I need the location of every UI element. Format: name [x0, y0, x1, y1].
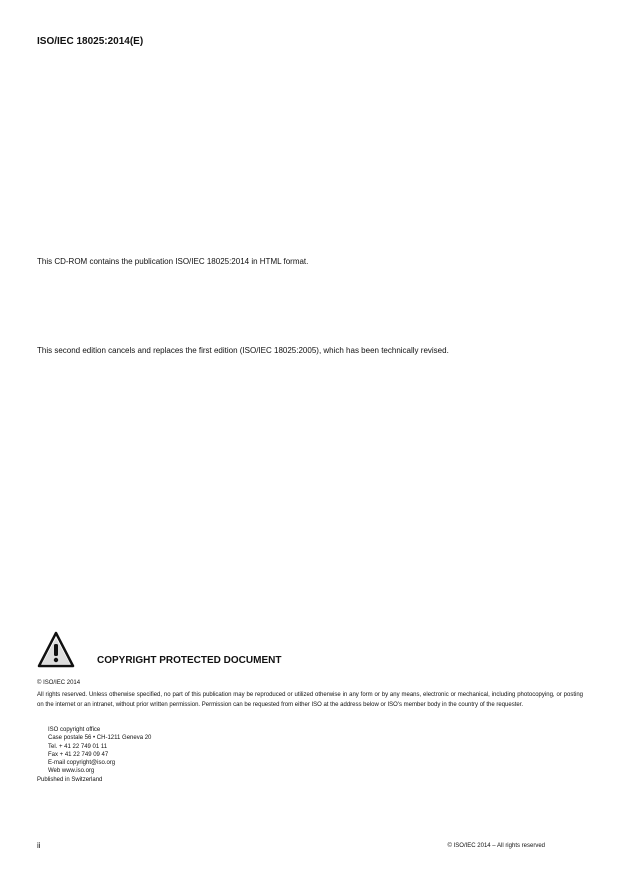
edition-notice: This second edition cancels and replaces the first edition (ISO/IEC 18025:2005), which has been technically revised. [37, 346, 449, 355]
page-number: ii [37, 841, 41, 850]
copyright-notice: All rights reserved. Unless otherwise specified, no part of this publication may be reproduced or utilized otherwise in any form or by any means, electronic or mechanical, including photocopying, or posting on the internet or an intranet, without prior written permission. Permission can be requested from either ISO at the address below or ISO's member body in the country of the requester. [37, 692, 583, 708]
address-line: Web www.iso.org [48, 768, 95, 775]
warning-triangle-icon [37, 631, 75, 669]
address-block [48, 726, 151, 776]
document-id-header: ISO/IEC 18025:2014(E) [37, 36, 144, 47]
cdrom-notice: This CD-ROM contains the publication ISO/IEC 18025:2014 in HTML format. [37, 257, 309, 266]
published-in: Published in Switzerland [37, 777, 103, 783]
address-line: Fax + 41 22 749 09 47 [48, 751, 109, 758]
address-line: Case postale 56 • CH-1211 Geneva 20 [48, 735, 152, 742]
address-line: Tel. + 41 22 749 01 11 [48, 743, 108, 750]
copyright-line: © ISO/IEC 2014 [37, 680, 81, 686]
footer-rights: © ISO/IEC 2014 – All rights reserved [447, 843, 545, 849]
copyright-title: COPYRIGHT PROTECTED DOCUMENT [97, 655, 282, 666]
address-line: ISO copyright office [48, 727, 101, 733]
address-line: E-mail copyright@iso.org [48, 760, 116, 767]
